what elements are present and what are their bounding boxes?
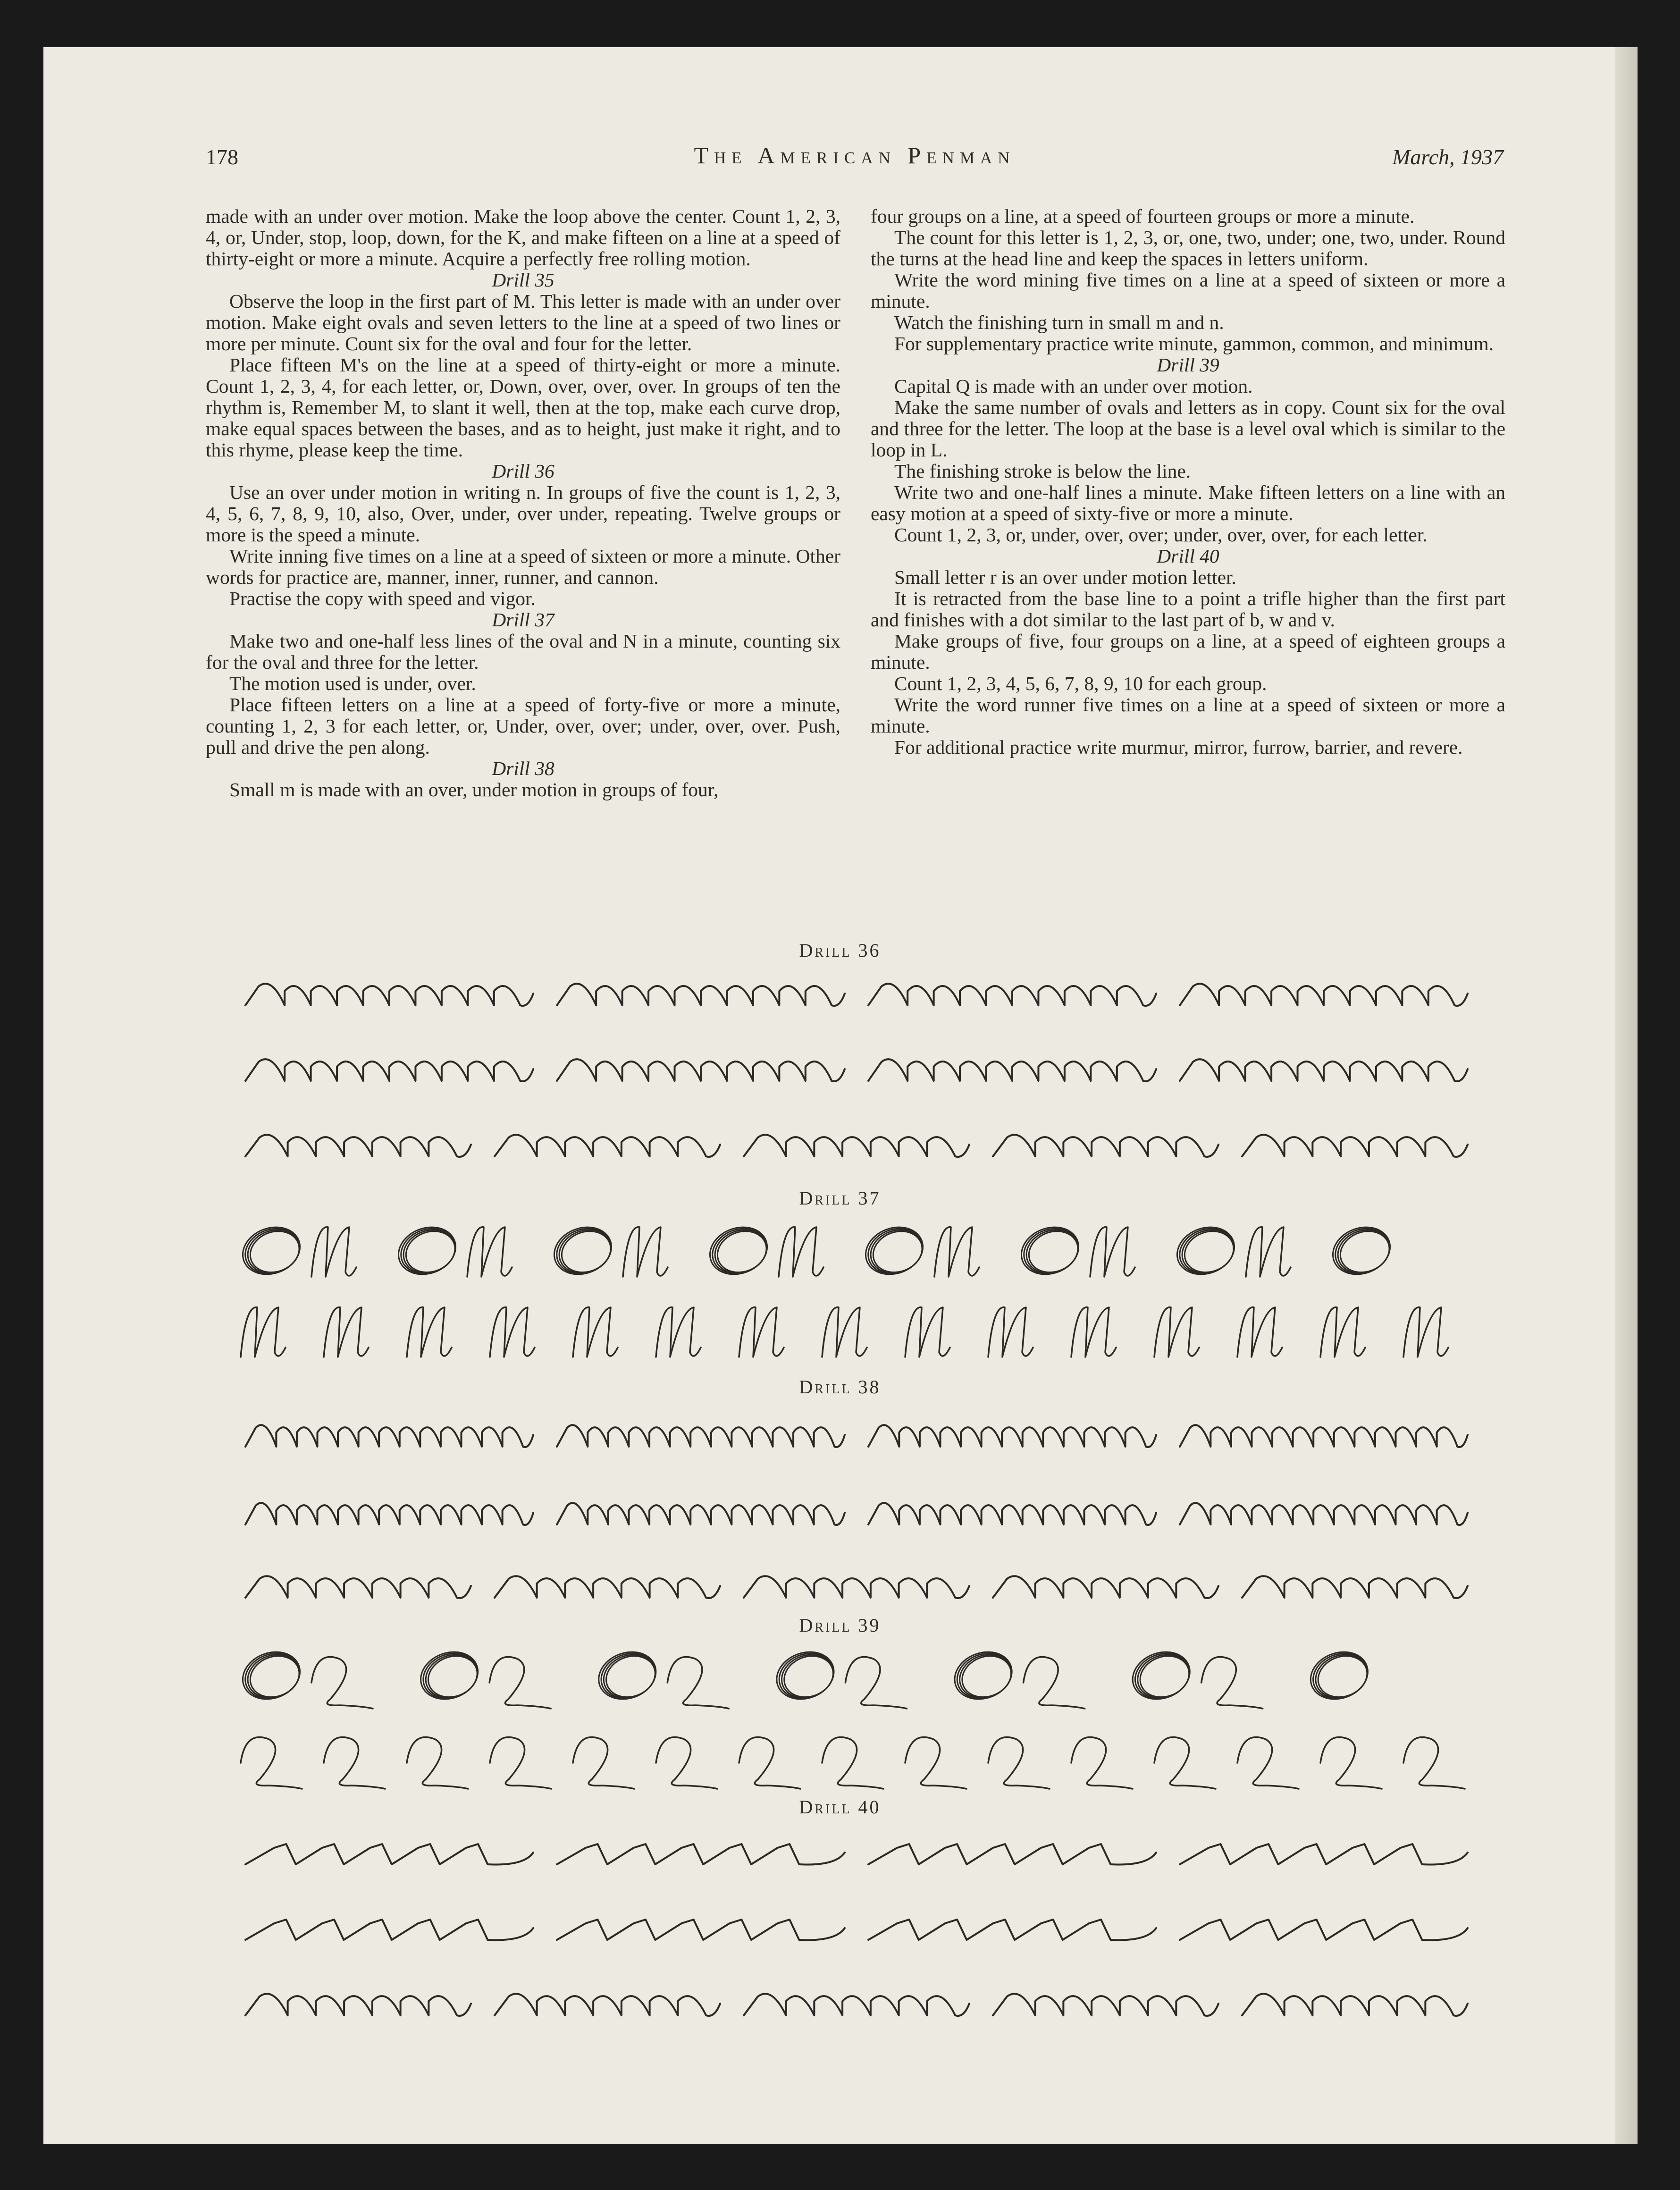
paragraph: Small m is made with an over, under motion in groups of four, — [229, 779, 719, 800]
drill-heading: Drill 39 — [1157, 354, 1219, 376]
script-sample-capital-N — [236, 1296, 1482, 1366]
pen-stroke — [1180, 1059, 1468, 1081]
pen-stroke — [868, 984, 1156, 1006]
pen-stroke — [489, 1657, 551, 1709]
pen-stroke — [1242, 1135, 1468, 1157]
pen-stroke — [467, 1227, 512, 1277]
pen-stroke — [495, 1576, 720, 1598]
pen-stroke — [573, 1307, 618, 1357]
paragraph: Write the word mining five times on a line at a speed of sixteen or more a minute. — [871, 269, 1505, 312]
script-sample-word-mining — [236, 1555, 1482, 1612]
issue-date: March, 1937 — [1392, 145, 1504, 169]
pen-stroke — [744, 1576, 969, 1598]
pen-stroke — [1201, 1657, 1263, 1709]
pen-stroke — [988, 1307, 1033, 1357]
handwriting-row — [236, 1822, 1482, 1878]
pen-stroke — [245, 1503, 533, 1525]
pen-stroke — [1180, 1425, 1468, 1447]
paragraph: Write the word runner five times on a line at a speed of sixteen or more a minute. — [871, 694, 1505, 737]
pen-stroke — [868, 1844, 1156, 1864]
pen-stroke — [573, 1737, 634, 1789]
paragraph: Capital Q is made with an under over motion. — [894, 375, 1253, 397]
pen-stroke — [557, 984, 845, 1006]
pen-stroke — [245, 1994, 471, 2016]
pen-stroke — [845, 1657, 907, 1709]
pen-stroke — [1071, 1737, 1133, 1789]
plate-label-drill-39: Drill 39 — [799, 1615, 881, 1636]
pen-stroke — [490, 1307, 535, 1357]
paragraph: Small letter r is an over under motion letter. — [894, 566, 1236, 588]
pen-stroke — [1180, 984, 1468, 1006]
handwriting-row — [236, 1897, 1482, 1954]
pen-stroke — [557, 1059, 845, 1081]
handwriting-row — [236, 1296, 1482, 1366]
paragraph: Write two and one-half lines a minute. Make fifteen letters on a line with an easy motion at a speed of sixty-five or more a minute. — [871, 481, 1505, 524]
pen-stroke — [557, 1503, 845, 1525]
running-header — [206, 144, 1504, 182]
script-sample-r-groups — [236, 1897, 1482, 1954]
script-sample-r-groups — [236, 1822, 1482, 1878]
pen-stroke — [623, 1227, 668, 1277]
pen-stroke — [993, 1994, 1218, 2016]
pen-stroke — [905, 1307, 950, 1357]
pen-stroke — [245, 984, 533, 1006]
journal-title: The American Penman — [694, 142, 1016, 168]
right-text-column — [871, 206, 1505, 758]
page-spine-shadow — [1615, 47, 1638, 2144]
pen-stroke — [744, 1135, 969, 1157]
pen-stroke — [868, 1503, 1156, 1525]
pen-stroke — [868, 1920, 1156, 1940]
script-sample-n-groups — [236, 1038, 1482, 1095]
pen-stroke — [557, 1425, 845, 1447]
pen-stroke — [1242, 1576, 1468, 1598]
pen-stroke — [822, 1737, 883, 1789]
script-sample-oval-and-Q — [236, 1640, 1482, 1711]
paragraph: Watch the finishing turn in small m and n. — [894, 312, 1224, 333]
pen-stroke — [1403, 1737, 1465, 1789]
pen-stroke — [1320, 1307, 1365, 1357]
paragraph: Place fifteen M's on the line at a speed of thirty-eight or more a minute. Count 1, 2, 3, 4, for each letter, or, Down, over, over, over. In groups of ten the rhythm is, Remember M, to slant it well, then at the top, make each curve drop, make equal spaces between the bases, and as to height, just make it right, and to this rhyme, please keep the time. — [206, 354, 840, 461]
handwriting-row — [236, 1404, 1482, 1461]
script-sample-n-groups — [236, 963, 1482, 1019]
handwriting-row — [236, 1215, 1482, 1286]
handwriting-row — [236, 963, 1482, 1019]
pen-stroke — [311, 1227, 356, 1277]
handwriting-row — [236, 1555, 1482, 1612]
plate-label-drill-40: Drill 40 — [799, 1796, 881, 1818]
script-sample-word-inning — [236, 1114, 1482, 1171]
pen-stroke — [311, 1657, 373, 1709]
pen-stroke — [490, 1737, 551, 1789]
drill-heading: Drill 36 — [492, 460, 554, 482]
paragraph: For additional practice write murmur, mirror, furrow, barrier, and revere. — [894, 736, 1463, 758]
pen-stroke — [1154, 1737, 1216, 1789]
pen-stroke — [934, 1227, 979, 1277]
handwriting-row — [236, 1720, 1482, 1791]
pen-stroke — [1154, 1307, 1199, 1357]
pen-stroke — [656, 1737, 717, 1789]
paragraph: Count 1, 2, 3, 4, 5, 6, 7, 8, 9, 10 for each group. — [894, 673, 1267, 694]
handwriting-row — [236, 1114, 1482, 1171]
page-number: 178 — [206, 145, 238, 169]
pen-stroke — [407, 1737, 468, 1789]
pen-stroke — [1403, 1307, 1448, 1357]
drill-heading: Drill 38 — [492, 758, 554, 779]
pen-stroke — [868, 1425, 1156, 1447]
paragraph: For supplementary practice write minute, gammon, common, and minimum. — [894, 333, 1494, 354]
pen-stroke — [1071, 1307, 1116, 1357]
script-sample-word-runner — [236, 1973, 1482, 2030]
paragraph: Make two and one-half less lines of the oval and N in a minute, counting six for the oval and three for the letter. — [206, 630, 840, 673]
pen-stroke — [245, 1425, 533, 1447]
pen-stroke — [1090, 1227, 1135, 1277]
paragraph: Make the same number of ovals and letters as in copy. Count six for the oval and three for the letter. The loop at the base is a level oval which is similar to the loop in L. — [871, 396, 1505, 461]
script-sample-capital-Q — [236, 1720, 1482, 1791]
drill-heading: Drill 40 — [1157, 545, 1219, 567]
paragraph: The finishing stroke is below the line. — [894, 460, 1191, 482]
pen-stroke — [1180, 1503, 1468, 1525]
pen-stroke — [245, 1576, 471, 1598]
pen-stroke — [1246, 1227, 1291, 1277]
pen-stroke — [744, 1994, 969, 2016]
paragraph: The motion used is under, over. — [229, 673, 476, 694]
script-sample-m-groups — [236, 1404, 1482, 1461]
pen-stroke — [557, 1844, 845, 1864]
pen-stroke — [245, 1920, 533, 1940]
script-sample-oval-and-N — [236, 1215, 1482, 1286]
paragraph: Practise the copy with speed and vigor. — [229, 588, 536, 609]
paragraph: Count 1, 2, 3, or, under, over, over; under, over, over, for each letter. — [894, 524, 1428, 546]
pen-stroke — [324, 1307, 369, 1357]
pen-stroke — [241, 1307, 286, 1357]
paragraph: It is retracted from the base line to a point a trifle higher than the first part and finishes with a dot similar to the last part of b, w and v. — [871, 588, 1505, 631]
paragraph: made with an under over motion. Make the loop above the center. Count 1, 2, 3, 4, or, Under, stop, loop, down, for the K, and make fifteen on a line at a speed of thirty-eight or more a minute. Acquire a perfectly free rolling motion. — [206, 205, 840, 270]
pen-stroke — [1024, 1657, 1085, 1709]
pen-stroke — [241, 1737, 302, 1789]
handwriting-row — [236, 1038, 1482, 1095]
pen-stroke — [495, 1135, 720, 1157]
paragraph: four groups on a line, at a speed of fourteen groups or more a minute. — [871, 205, 1415, 227]
pen-stroke — [1242, 1994, 1468, 2016]
pen-stroke — [905, 1737, 966, 1789]
pen-stroke — [988, 1737, 1050, 1789]
handwriting-row — [236, 1973, 1482, 2030]
pen-stroke — [1237, 1307, 1282, 1357]
handwriting-row — [236, 1482, 1482, 1539]
plate-label-drill-38: Drill 38 — [799, 1376, 881, 1398]
pen-stroke — [822, 1307, 867, 1357]
pen-stroke — [993, 1576, 1218, 1598]
pen-stroke — [739, 1737, 800, 1789]
pen-stroke — [1180, 1920, 1468, 1940]
plate-label-drill-37: Drill 37 — [799, 1188, 881, 1209]
pen-stroke — [407, 1307, 452, 1357]
pen-stroke — [245, 1135, 471, 1157]
drill-heading: Drill 35 — [492, 269, 554, 291]
paragraph: Write inning five times on a line at a speed of sixteen or more a minute. Other words for practice are, manner, inner, runner, and cannon. — [206, 545, 840, 588]
pen-stroke — [1320, 1737, 1382, 1789]
paragraph: Place fifteen letters on a line at a speed of forty-five or more a minute, counting 1, 2, 3 for each letter, or, Under, over, over; under, over, over. Push, pull and drive the pen along. — [206, 694, 840, 758]
pen-stroke — [245, 1844, 533, 1864]
handwriting-row — [236, 1640, 1482, 1711]
pen-stroke — [324, 1737, 385, 1789]
pen-stroke — [1237, 1737, 1299, 1789]
pen-stroke — [495, 1994, 720, 2016]
pen-stroke — [1180, 1844, 1468, 1864]
pen-stroke — [868, 1059, 1156, 1081]
drill-heading: Drill 37 — [492, 609, 554, 631]
script-sample-m-groups — [236, 1482, 1482, 1539]
paragraph: Observe the loop in the first part of M. This letter is made with an under over motion. Make eight ovals and seven letters to the line at a speed of two lines or more per minute. Count six for the oval and four for the letter. — [206, 290, 840, 354]
paragraph: The count for this letter is 1, 2, 3, or, one, two, under; one, two, under. Round the turns at the head line and keep the spaces in letters uniform. — [871, 227, 1505, 270]
left-text-column — [206, 206, 840, 800]
pen-stroke — [993, 1135, 1218, 1157]
plate-label-drill-36: Drill 36 — [799, 940, 881, 961]
pen-stroke — [656, 1307, 701, 1357]
pen-stroke — [667, 1657, 729, 1709]
pen-stroke — [739, 1307, 784, 1357]
paragraph: Use an over under motion in writing n. In groups of five the count is 1, 2, 3, 4, 5, 6, 7, 8, 9, 10, also, Over, under, over under, repeating. Twelve groups or more is the speed a minute. — [206, 481, 840, 546]
paragraph: Make groups of five, four groups on a line, at a speed of eighteen groups a minute. — [871, 630, 1505, 673]
pen-stroke — [557, 1920, 845, 1940]
pen-stroke — [245, 1059, 533, 1081]
pen-stroke — [779, 1227, 823, 1277]
